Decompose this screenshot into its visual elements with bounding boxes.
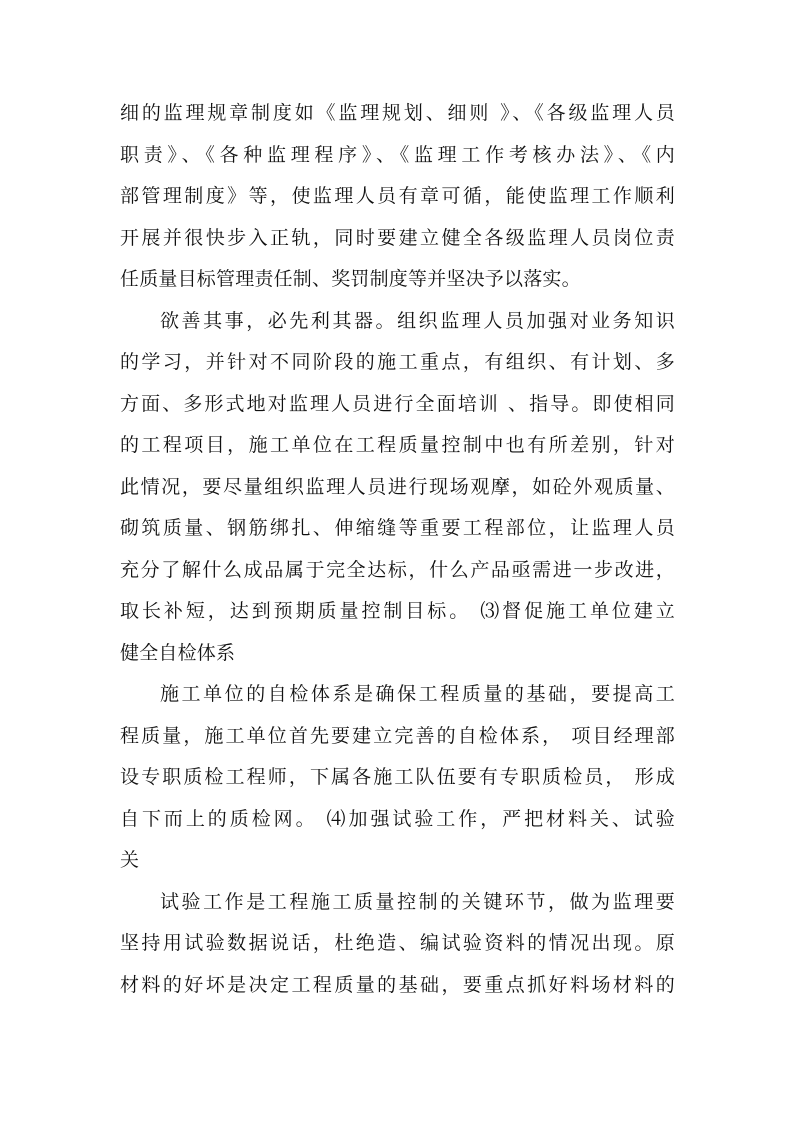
text-line: 部管理制度》等，使监理人员有章可循，能使监理工作顺利 (120, 185, 675, 207)
text-line: 自下而上的质检网。 ⑷加强试验工作，严把材料关、试验 (120, 807, 675, 830)
text-line: 程质量，施工单位首先要建立完善的自检体系， 项目经理部 (120, 724, 675, 747)
text-line: 的学习，并针对不同阶段的施工重点，有组织、有计划、多 (120, 351, 675, 373)
text-line: 健全自检体系 (120, 641, 236, 664)
text-line: 任质量目标管理责任制、奖罚制度等并坚决予以落实。 (120, 268, 581, 290)
body-text (120, 93, 675, 1006)
text-line: 取长补短，达到预期质量控制目标。 ⑶督促施工单位建立 (120, 600, 675, 622)
text-line: 材料的好坏是决定工程质量的基础，要重点抓好料场材料的 (120, 973, 675, 996)
text-line: 施工单位的自检体系是确保工程质量的基础，要提高工 (160, 683, 675, 705)
text-line: 关 (120, 849, 140, 871)
text-line: 充分了解什么成品属于完全达标，什么产品亟需进一步改进， (120, 558, 675, 581)
text-line: 坚持用试验数据说话，杜绝造、编试验资料的情况出现。原 (120, 932, 675, 954)
text-line: 砌筑质量、钢筋绑扎、伸缩缝等重要工程部位，让监理人员 (120, 517, 675, 539)
text-line: 开展并很快步入正轨，同时要建立健全各级监理人员岗位责 (120, 226, 675, 249)
text-line: 方面、多形式地对监理人员进行全面培训 、指导。即使相同 (120, 392, 675, 415)
text-line: 此情况，要尽量组织监理人员进行现场观摩，如砼外观质量、 (120, 475, 675, 498)
text-line: 的工程项目，施工单位在工程质量控制中也有所差别，针对 (120, 434, 675, 456)
text-line: 试验工作是工程施工质量控制的关键环节，做为监理要 (160, 890, 675, 913)
text-line: 欲善其事，必先利其器。组织监理人员加强对业务知识 (160, 309, 675, 332)
text-line: 设专职质检工程师，下属各施工队伍要有专职质检员， 形成 (120, 766, 675, 788)
text-line: 职责》、《各种监理程序》、《监理工作考核办法》、《内 (120, 143, 675, 166)
text-line: 细的监理规章制度如《监理规划、细则 》、《各级监理人员 (120, 102, 675, 124)
